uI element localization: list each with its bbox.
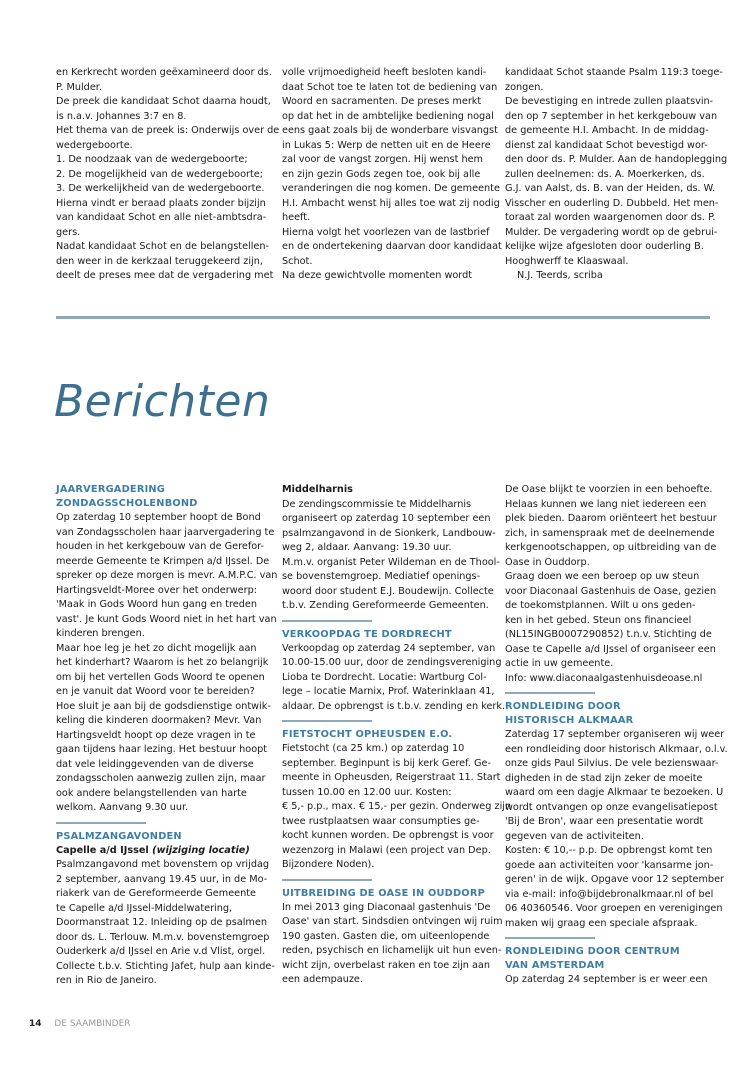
section-body-oase [282, 901, 503, 988]
text-line: september. Beginpunt is bij kerk Geref. Ge- [282, 757, 491, 769]
text-line: € 5,- p.p., max. € 15,- per gezin. Onderweg zijn [282, 801, 512, 812]
text-line: aldaar. De opbrengst is t.b.v. zending en kerk. [282, 700, 506, 712]
text-line: 2 september, aanvang 19.45 uur, in de Mo- [56, 873, 268, 885]
text-line: Oase' van start. Sindsdien ontvingen wij ruim [282, 916, 503, 927]
text-line: weg 2, aldaar. Aanvang: 19.30 uur. [282, 542, 452, 553]
article-column-2 [282, 66, 502, 284]
text-line: Oase in Ouddorp. [505, 556, 590, 568]
text-line: Hierna vindt er beraad plaats zonder bijzijn [56, 197, 266, 209]
text-line: Zaterdag 17 september organiseren wij weer [505, 729, 725, 740]
section-separator [505, 692, 595, 694]
text-line: volle vrijmoedigheid heeft besloten kandi- [282, 67, 487, 78]
text-line: Visscher en ouderling D. Dubbeld. Het men- [505, 197, 719, 209]
text-line: tussen 10.00 en 12.00 uur. Kosten: [282, 786, 452, 798]
text-line: meente in Opheusden, Reigerstraat 11. Start [282, 772, 501, 783]
article-column-3-body [505, 66, 728, 269]
page-title: Berichten [54, 376, 271, 427]
text-line: Collecte t.b.v. Stichting Jafet, hulp aan kinde- [56, 960, 275, 972]
text-line: De Oase blijkt te voorzien in een behoefte. [505, 484, 713, 495]
section-body-middelharnis [282, 498, 500, 614]
text-line: G.J. van Aalst, ds. B. van der Heiden, ds. W. [505, 183, 716, 194]
article-column-1 [56, 66, 278, 284]
text-line: onze gids Paul Silvius. De vele bezienswaar- [505, 758, 719, 769]
text-line: kinderen brengen. [56, 628, 145, 639]
text-line: 10.00-15.00 uur, door de zendingsvereniging [282, 657, 502, 668]
text-line: het kinderhart? Waarom is het zo belangrijk [56, 657, 269, 668]
text-line: vast'. Je kunt Gods Woord niet in het hart van [56, 613, 277, 625]
text-line: en zijn gezin Gods zegen toe, ook bij alle [282, 168, 481, 180]
section-divider [56, 316, 710, 319]
text-line: H.I. Ambacht wenst hij alles toe wat zij nodig [282, 197, 500, 209]
text-line: te Capelle a/d IJssel-Middelwatering, [56, 902, 233, 914]
section-title-line: HISTORISCH ALKMAAR [505, 715, 634, 726]
text-line: Woord en sacramenten. De preses merkt [282, 96, 482, 107]
text-line: keling die kinderen doormaken? Mevr. Van [56, 715, 262, 726]
section-title-verkoopdag: VERKOOPDAG TE DORDRECHT [282, 628, 452, 640]
text-line: In mei 2013 ging Diaconaal gastenhuis 'De [282, 901, 491, 913]
section-title-psalmzangavonden: PSALMZANGAVONDEN [56, 830, 182, 842]
text-line: Op zaterdag 24 september is er weer een [505, 974, 708, 985]
text-line: goede aan activiteiten voor 'kansarme jon- [505, 859, 714, 871]
text-line: psalmzangavond in de Sionkerk, Landbouw- [282, 527, 496, 539]
text-line: wordt ontvangen op onze evangelisatiepost [505, 801, 718, 813]
text-line: Helaas kunnen we lang niet iedereen een [505, 498, 707, 510]
text-line: houden in het kerkgebouw van de Gerefor- [56, 541, 265, 552]
news-column-3 [505, 483, 728, 988]
text-line: daat Schot toe te laten tot de bediening van [282, 81, 498, 93]
text-line: organiseert op zaterdag 10 september een [282, 513, 491, 524]
text-line: wezenzorg in Malawi (een project van Dep. [282, 844, 491, 856]
text-line: den door ds. P. Mulder. Aan de handoplegging [505, 154, 728, 165]
text-line: De preek die kandidaat Schot daarna houdt, [56, 96, 271, 107]
text-line: kerkgenootschappen, op uitbreiding van de [505, 542, 717, 553]
text-line: digheden in de stad zijn zeker de moeite [505, 772, 703, 784]
text-line: heeft. [282, 212, 311, 223]
text-line: Het thema van de preek is: Onderwijs over de [56, 125, 280, 136]
section-body-jaarvergadering [56, 511, 278, 816]
text-line: in Lukas 5: Werp de netten uit en de Heere [282, 139, 491, 151]
text-line: op dat het in de ambtelijke bediening nogal [282, 110, 494, 122]
text-line: Hartingsveldt-Moree over het onderwerp: [56, 584, 258, 596]
text-line: een adempauze. [282, 974, 363, 985]
section-title-fietstocht: FIETSTOCHT OPHEUSDEN E.O. [282, 729, 453, 740]
text-line: ren in Rio de Janeiro. [56, 975, 157, 986]
text-line: (NL15INGB0007290852) t.n.v. Stichting de [505, 629, 712, 640]
text-line: M.m.v. organist Peter Wildeman en de Thool- [282, 556, 500, 568]
page-number: 14 [29, 1019, 42, 1029]
text-line: waard om een dagje Alkmaar te bezoeken. U [505, 787, 724, 798]
text-line: De zendingscommissie te Middelharnis [282, 498, 472, 510]
text-line: zondagsscholen aanwezig zullen zijn, maar [56, 773, 266, 784]
text-line: Ouderkerk a/d IJssel en Arie v.d Vlist, orgel. [56, 946, 266, 957]
text-line: 190 gasten. Gasten die, om uiteenlopende [282, 930, 490, 942]
text-line: deelt de preses mee dat de vergadering met [56, 270, 274, 281]
text-line: kocht kunnen worden. De opbrengst is voor [282, 830, 494, 841]
text-line: Hartingsveldt hoopt op deze vragen in te [56, 729, 256, 741]
section-title-alkmaar [505, 700, 715, 728]
text-line: eens gaat zoals bij de wonderbare visvangst [282, 125, 498, 136]
text-line: wicht zijn, overbelast raken en toe zijn aan [282, 959, 490, 971]
text-line: Oase te Capelle a/d IJssel of organiseer een [505, 643, 716, 655]
text-line: zich, in samenspraak met de deelnemende [505, 527, 715, 539]
text-line: Na deze gewichtvolle momenten wordt [282, 270, 473, 281]
text-line: geren' in de wijk. Opgave voor 12 september [505, 874, 725, 885]
text-line: kandidaat Schot staande Psalm 119:3 toege- [505, 67, 723, 78]
text-line: en je vanuit dat Woord voor te bereiden? [56, 686, 255, 697]
text-line: t.b.v. Zending Gereformeerde Gemeenten. [282, 600, 489, 611]
text-line: dat vele leidinggevenden van de diverse [56, 758, 254, 770]
section-title-amsterdam [505, 945, 715, 973]
section-title-line: VAN AMSTERDAM [505, 960, 605, 971]
text-line: maken wij graag een speciale afspraak. [505, 917, 698, 929]
text-line: door ds. L. Terlouw. M.m.v. bovenstemgroep [56, 931, 270, 943]
text-line: twee rustplaatsen waar consumpties ge- [282, 815, 480, 827]
subsection-location: Capelle a/d IJssel [56, 844, 149, 856]
text-line: Mulder. De vergadering wordt op de gebrui- [505, 226, 718, 238]
text-line: zongen. [505, 81, 544, 93]
text-line: den weer in de kerkzaal teruggekeerd zijn, [56, 255, 263, 267]
section-body-psalmzangavonden [56, 858, 278, 989]
text-line: en de ondertekening daarvan door kandidaat [282, 241, 502, 252]
signature: N.J. Teerds, scriba [517, 270, 603, 281]
section-separator [505, 937, 595, 939]
text-line: gegeven van de activiteiten. [505, 830, 644, 842]
section-title-line: RONDLEIDING DOOR [505, 701, 621, 712]
text-line: lege – locatie Marnix, Prof. Waterinklaan 41, [282, 686, 495, 697]
text-line: de toekomstplannen. Wilt u ons geden- [505, 600, 696, 611]
text-line: dienst zal kandidaat Schot bevestigd wor- [505, 139, 708, 151]
section-title-line: JAARVERGADERING [56, 484, 166, 495]
text-line: riakerk van de Gereformeerde Gemeente [56, 888, 257, 899]
section-title-line: RONDLEIDING DOOR CENTRUM [505, 946, 680, 957]
text-line: 3. De werkelijkheid van de wedergeboorte. [56, 183, 265, 194]
text-line: Op zaterdag 10 september hoopt de Bond [56, 512, 261, 523]
text-line: 'Maak in Gods Woord hun gang en treden [56, 599, 258, 610]
text-line: Bijzondere Noden). [282, 859, 375, 870]
section-body-oase-continued [505, 483, 715, 686]
text-line: Maar hoe leg je het zo dicht mogelijk aan [56, 642, 257, 654]
section-separator [282, 620, 372, 622]
text-line: Hierna volgt het voorlezen van de lastbrief [282, 226, 490, 238]
text-line: ook andere belangstellenden van harte [56, 787, 247, 799]
section-body-alkmaar [505, 728, 728, 931]
section-title-jaarvergadering [56, 483, 278, 511]
text-line: 06 40360546. Voor groepen en verenigingen [505, 903, 723, 914]
text-line: Hooghwerff te Klaaswaal. [505, 255, 629, 267]
section-title-line: ZONDAGSSCHOLENBOND [56, 498, 198, 509]
page-footer [29, 1019, 131, 1029]
text-line: 1. De noodzaak van de wedergeboorte; [56, 154, 248, 165]
publication-name: DE SAAMBINDER [54, 1019, 131, 1029]
text-line: de gemeente H.I. Ambacht. In de middag- [505, 125, 709, 136]
text-line: wedergeboorte. [56, 139, 133, 151]
text-line: reden, psychisch en lichamelijk uit hun even- [282, 945, 502, 956]
section-separator [282, 879, 372, 881]
text-line: Kosten: € 10,-- p.p. De opbrengst komt ten [505, 845, 713, 856]
text-line: den op 7 september in het kerkgebouw van [505, 110, 718, 122]
subsection-title-middelharnis: Middelharnis [282, 484, 353, 495]
text-line: Doormanstraat 12. Inleiding op de psalmen [56, 917, 267, 928]
text-line: Psalmzangavond met bovenstem op vrijdag [56, 859, 270, 870]
text-line: veranderingen die nog komen. De gemeente [282, 183, 500, 194]
text-line: kelijke wijze afgesloten door ouderling B. [505, 241, 704, 252]
text-line: om bij het vertellen Gods Woord te openen [56, 671, 265, 683]
text-line: zullen deelnemen: ds. A. Moerkerken, ds. [505, 168, 705, 180]
text-line: van Zondagsscholen haar jaarvergadering te [56, 526, 275, 538]
text-line: via e-mail: info@bijdebronalkmaar.nl of bel [505, 888, 714, 900]
text-line: voor Diaconaal Gastenhuis de Oase, gezien [505, 585, 717, 597]
text-line: gaan tijdens haar lezing. Het bestuur hoopt [56, 744, 268, 755]
text-line: Info: www.diaconaalgastenhuisdeoase.nl [505, 672, 703, 684]
text-line: van kandidaat Schot en alle niet-ambtsdra- [56, 212, 267, 223]
text-line: 'Bij de Bron', waar een presentatie wordt [505, 816, 704, 827]
text-line: meerde Gemeente te Krimpen a/d IJssel. De [56, 555, 270, 567]
text-line: Lioba te Dordrecht. Locatie: Wartburg Col- [282, 671, 487, 683]
text-line: P. Mulder. [56, 81, 102, 93]
section-title-oase: UITBREIDING DE OASE IN OUDDORP [282, 887, 485, 899]
section-body-amsterdam [505, 973, 715, 988]
section-body-verkoopdag [282, 642, 506, 715]
text-line: spreker op deze morgen is mevr. A.M.P.C. van [56, 570, 278, 581]
text-line: Nadat kandidaat Schot en de belangstellen- [56, 241, 270, 252]
text-line: Verkoopdag op zaterdag 24 september, van [282, 642, 496, 654]
section-body-fietstocht [282, 742, 512, 873]
text-line: gers. [56, 226, 81, 238]
text-line: Hoe sluit je aan bij de godsdienstige ontwik- [56, 700, 271, 712]
text-line: toraat zal worden waargenomen door ds. P. [505, 212, 716, 223]
text-line: is n.a.v. Johannes 3:7 en 8. [56, 110, 187, 122]
text-line: Graag doen we een beroep op uw steun [505, 571, 700, 582]
text-line: plek bieden. Daarom oriënteert het bestuur [505, 513, 717, 524]
text-line: een rondleiding door historisch Alkmaar, o.l.v. [505, 743, 728, 755]
section-separator [282, 720, 372, 722]
text-line: en Kerkrecht worden geëxamineerd door ds. [56, 67, 272, 78]
news-column-2 [282, 483, 512, 988]
text-line: zal voor de vangst zorgen. Hij wenst hem [282, 154, 483, 165]
text-line: 2. De mogelijkheid van de wedergeboorte; [56, 168, 263, 180]
text-line: woord door student E.J. Boudewijn. Collecte [282, 585, 494, 597]
section-separator [56, 822, 146, 824]
text-line: Fietstocht (ca 25 km.) op zaterdag 10 [282, 743, 465, 754]
text-line: welkom. Aanvang 9.30 uur. [56, 802, 189, 813]
subsection-title-capelle [56, 844, 278, 859]
text-line: se bovenstemgroep. Mediatief openings- [282, 571, 481, 582]
subsection-note: (wijziging locatie) [152, 844, 250, 856]
text-line: ken in het gebed. Steun ons financieel [505, 614, 692, 626]
text-line: actie in uw gemeente. [505, 658, 614, 669]
text-line: Schot. [282, 255, 313, 267]
news-column-1 [56, 483, 278, 989]
text-line: De bevestiging en intrede zullen plaatsvin- [505, 96, 714, 107]
article-column-3 [505, 66, 728, 284]
